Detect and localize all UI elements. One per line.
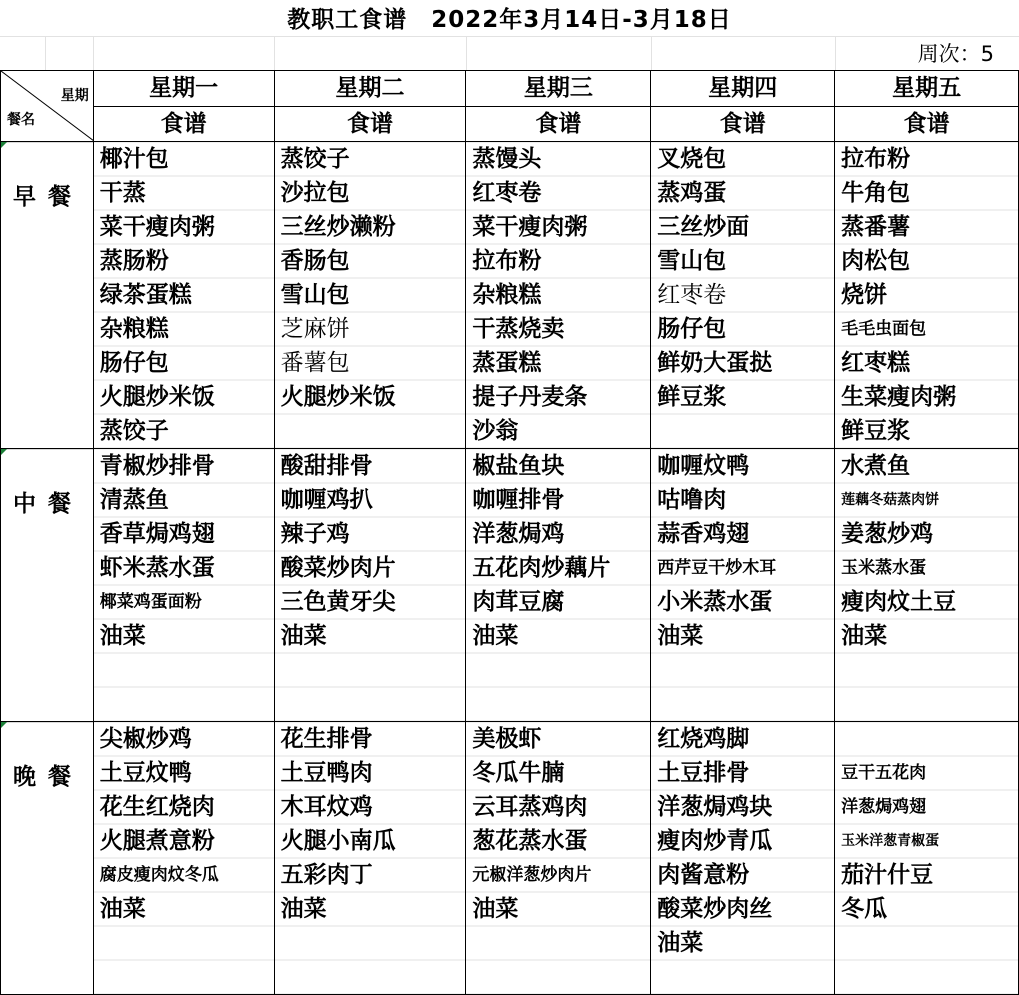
dish-item: 油菜 (657, 930, 704, 956)
dish-item: 番薯包 (280, 350, 350, 376)
dish-item: 沙拉包 (280, 180, 350, 206)
dish-item: 红烧鸡脚 (657, 726, 750, 752)
dish-item: 菜干瘦肉粥 (99, 214, 215, 240)
dish-item: 咖喱炆鸭 (657, 453, 750, 479)
dish-item: 火腿煮意粉 (99, 828, 215, 854)
dish-item: 辣子鸡 (280, 521, 350, 547)
dish-item: 油菜 (657, 623, 704, 649)
dinner-row (1, 722, 1019, 995)
dish-item: 红枣卷 (472, 180, 542, 206)
dish-item: 香草焗鸡翅 (99, 521, 215, 547)
dish-item: 油菜 (472, 896, 519, 922)
day-header: 星期一 (93, 71, 274, 107)
dish-item: 油菜 (841, 623, 888, 649)
dish-item: 牛角包 (841, 180, 911, 206)
menu-cell (466, 449, 651, 722)
dish-item: 酸菜炒肉丝 (657, 896, 773, 922)
dish-item: 红枣糕 (841, 350, 911, 376)
dish-item: 椒盐鱼块 (472, 453, 565, 479)
dish-item: 洋葱焗鸡 (472, 521, 565, 547)
dish-item: 油菜 (280, 896, 327, 922)
dish-item: 干蒸烧卖 (472, 316, 565, 342)
diagonal-divider (1, 71, 94, 141)
recipe-header: 食谱 (93, 106, 274, 142)
grid-line (93, 37, 94, 70)
menu-cell (835, 722, 1019, 995)
grid-line (274, 37, 275, 70)
dish-item: 菜干瘦肉粥 (472, 214, 588, 240)
dish-item: 元椒洋葱炒肉片 (472, 865, 592, 885)
day-header: 星期二 (274, 71, 466, 107)
menu-cell (466, 142, 651, 449)
dish-item: 土豆排骨 (657, 760, 750, 786)
meal-name: 晚 餐 (13, 764, 74, 790)
dish-item: 莲藕冬菇蒸肉饼 (841, 492, 940, 508)
dish-item: 水煮鱼 (841, 453, 911, 479)
dish-item: 冬瓜 (841, 896, 888, 922)
dish-item: 肉茸豆腐 (472, 589, 565, 615)
dish-item: 木耳炆鸡 (280, 794, 373, 820)
dish-item: 咖喱鸡扒 (280, 487, 373, 513)
dish-item: 酸甜排骨 (280, 453, 373, 479)
dish-item: 洋葱焗鸡翅 (841, 797, 927, 817)
dish-item: 油菜 (99, 623, 146, 649)
dish-item: 蒸蛋糕 (472, 350, 542, 376)
corner-day-label: 星期 (60, 88, 89, 104)
breakfast-row (1, 142, 1019, 449)
dish-item: 美极虾 (472, 726, 542, 752)
dish-item: 清蒸鱼 (99, 487, 169, 513)
dish-item: 尖椒炒鸡 (99, 726, 192, 752)
dish-item: 三丝炒面 (657, 214, 750, 240)
dish-item: 提子丹麦条 (472, 384, 588, 410)
day-header: 星期三 (466, 71, 651, 107)
dish-item: 姜葱炒鸡 (841, 521, 934, 547)
grid-line (835, 37, 836, 70)
dish-item: 叉烧包 (657, 146, 727, 172)
dish-item: 肠仔包 (99, 350, 169, 376)
meal-name: 早 餐 (13, 184, 74, 210)
meal-label-cell (1, 449, 94, 722)
dish-item: 肠仔包 (657, 316, 727, 342)
menu-cell (93, 449, 274, 722)
menu-cell (651, 449, 835, 722)
dish-item: 烧饼 (841, 282, 888, 308)
dish-item: 杂粮糕 (99, 316, 169, 342)
dish-item: 酸菜炒肉片 (280, 555, 396, 581)
dish-item: 茄汁什豆 (841, 862, 934, 888)
dish-item: 三色黄牙尖 (280, 589, 396, 615)
dish-item: 花生红烧肉 (99, 794, 215, 820)
dish-item: 瘦肉炆土豆 (841, 589, 957, 615)
cell-comment-marker (1, 722, 7, 728)
dish-item: 油菜 (99, 896, 146, 922)
dish-item: 干蒸 (99, 180, 146, 206)
dish-item: 土豆鸭肉 (280, 760, 373, 786)
dish-item: 椰菜鸡蛋面粉 (99, 592, 202, 612)
dish-item: 五彩肉丁 (280, 862, 373, 888)
dish-item: 冬瓜牛腩 (472, 760, 565, 786)
dish-item: 红枣卷 (657, 282, 727, 308)
dish-item: 小米蒸水蛋 (657, 589, 773, 615)
menu-cell (466, 722, 651, 995)
recipe-header: 食谱 (835, 106, 1019, 142)
page-title: 教职工食谱 2022年3月14日-3月18日 (287, 7, 732, 33)
dish-item: 油菜 (280, 623, 327, 649)
menu-cell (93, 722, 274, 995)
dish-item: 蒜香鸡翅 (657, 521, 750, 547)
dish-item: 葱花蒸水蛋 (472, 828, 588, 854)
corner-meal-label: 餐名 (7, 112, 35, 128)
dish-item: 沙翁 (472, 418, 519, 444)
dish-item: 绿茶蛋糕 (99, 282, 192, 308)
meal-label-cell (1, 142, 94, 449)
menu-cell (835, 449, 1019, 722)
dish-item (835, 722, 1018, 756)
meal-name: 中 餐 (13, 491, 74, 517)
dish-item: 杂粮糕 (472, 282, 542, 308)
dish-item: 毛毛虫面包 (841, 319, 927, 339)
dish-item: 咕噜肉 (657, 487, 727, 513)
recipe-header: 食谱 (651, 106, 835, 142)
day-header: 星期五 (835, 71, 1019, 107)
dish-item: 拉布粉 (841, 146, 911, 172)
lunch-row (1, 449, 1019, 722)
dish-item: 云耳蒸鸡肉 (472, 794, 588, 820)
grid-line (651, 37, 652, 70)
menu-cell (651, 142, 835, 449)
menu-cell (835, 142, 1019, 449)
dish-item: 火腿炒米饭 (280, 384, 396, 410)
day-header: 星期四 (651, 71, 835, 107)
menu-table (0, 70, 1019, 995)
menu-cell (274, 449, 466, 722)
dish-item: 蒸饺子 (99, 418, 169, 444)
menu-cell (274, 722, 466, 995)
dish-item: 土豆炆鸭 (99, 760, 192, 786)
dish-item: 洋葱焗鸡块 (657, 794, 773, 820)
dish-item: 瘦肉炒青瓜 (657, 828, 773, 854)
dish-item: 腐皮瘦肉炆冬瓜 (99, 865, 219, 885)
dish-item: 蒸饺子 (280, 146, 350, 172)
dish-item: 火腿炒米饭 (99, 384, 215, 410)
dish-item: 玉米蒸水蛋 (841, 558, 927, 578)
dish-item: 香肠包 (280, 248, 350, 274)
dish-item: 火腿小南瓜 (280, 828, 396, 854)
dish-item: 蒸鸡蛋 (657, 180, 727, 206)
dish-item: 肉松包 (841, 248, 911, 274)
menu-cell (651, 722, 835, 995)
dish-item: 肉酱意粉 (657, 862, 750, 888)
dish-item: 生菜瘦肉粥 (841, 384, 957, 410)
cell-comment-marker (1, 142, 7, 148)
dish-item: 鲜豆浆 (657, 384, 727, 410)
dish-item: 拉布粉 (472, 248, 542, 274)
dish-item: 油菜 (472, 623, 519, 649)
dish-item: 雪山包 (657, 248, 727, 274)
cell-comment-marker (1, 449, 7, 455)
grid-line (466, 37, 467, 70)
dish-item: 玉米洋葱青椒蛋 (841, 833, 940, 849)
dish-item: 鲜奶大蛋挞 (657, 350, 773, 376)
dish-item: 芝麻饼 (280, 316, 350, 342)
dish-item: 花生排骨 (280, 726, 373, 752)
dish-item: 咖喱排骨 (472, 487, 565, 513)
recipe-header: 食谱 (466, 106, 651, 142)
dish-item: 蒸肠粉 (99, 248, 169, 274)
dish-item: 蒸番薯 (841, 214, 911, 240)
dish-item: 虾米蒸水蛋 (99, 555, 215, 581)
dish-item: 五花肉炒藕片 (472, 555, 611, 581)
corner-cell (1, 71, 94, 142)
grid-line (45, 37, 46, 70)
dish-item: 西芹豆干炒木耳 (657, 558, 777, 578)
dish-item: 豆干五花肉 (841, 763, 927, 783)
week-number: 周次：5 (917, 42, 994, 66)
menu-cell (93, 142, 274, 449)
recipe-header: 食谱 (274, 106, 466, 142)
meal-label-cell (1, 722, 94, 995)
dish-item: 蒸馒头 (472, 146, 542, 172)
menu-cell (274, 142, 466, 449)
dish-item: 雪山包 (280, 282, 350, 308)
dish-item: 鲜豆浆 (841, 418, 911, 444)
dish-item: 青椒炒排骨 (99, 453, 215, 479)
dish-item: 三丝炒濑粉 (280, 214, 396, 240)
dish-item: 椰汁包 (99, 146, 169, 172)
